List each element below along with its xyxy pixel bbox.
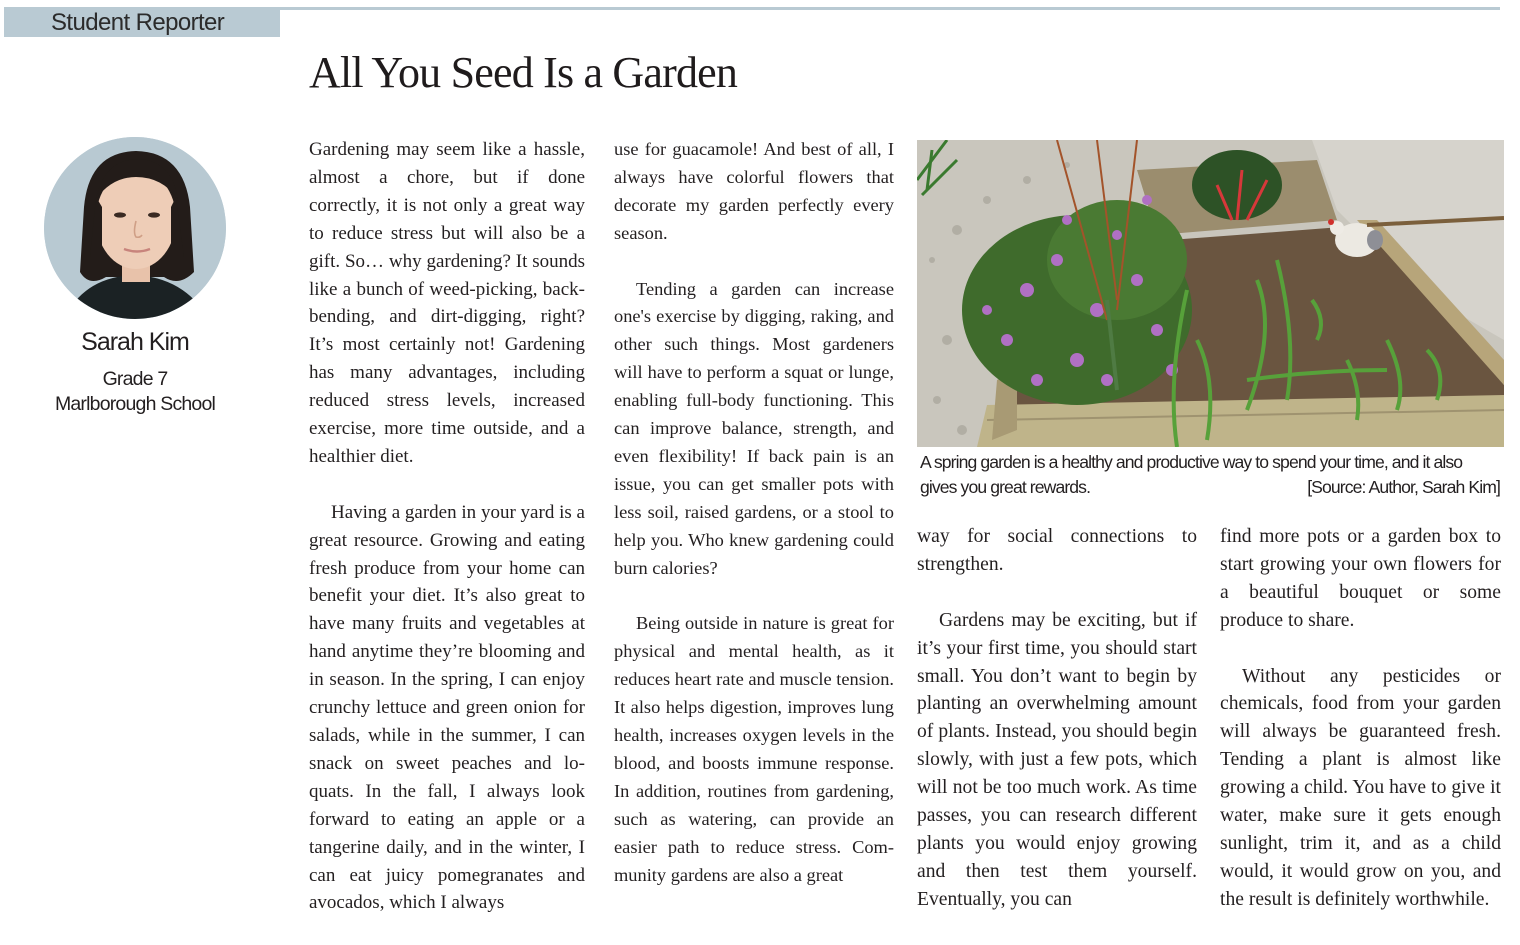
- article-column-1: [309, 136, 585, 917]
- section-label: Student Reporter: [4, 9, 280, 37]
- garden-photo: [917, 140, 1504, 447]
- photo-caption-block: [920, 450, 1500, 500]
- paragraph: Tending a garden can increase one's exercise by digging, raking, and other such things. Most gardeners will have to perform a squat or lunge, enabling full-body functioning. This can improve balance, strength, and even flexibility! If back pain is an issue, you can get smaller pots with less soil, raised gardens, or a stool to help you. Who knew gardening could burn calories?: [614, 278, 894, 578]
- paragraph: Being outside in nature is great for physical and mental health, as it reduces heart rate and muscle tension. It also helps digestion, improves lung health, increases oxygen levels in the blood, and boosts immune response. In addition, routines from gardening, such as watering, can provide an easier path to reduce stress. Community gardens are also a great: [614, 613, 894, 885]
- paragraph: Without any pesticides or chemicals, food from your garden will always be guaranteed fresh. Tending a plant is almost like growing a child. You have to give it water, make sure it gets enough sunlight, trim it, and as a child would, it would grow on you, and the result is definitely worthwhile.: [1220, 665, 1501, 910]
- author-grade: Grade 7: [102, 368, 168, 390]
- paragraph: way for social connections to strengthen.: [917, 526, 1197, 575]
- garden-photo-icon: [917, 140, 1504, 447]
- paragraph: Gardens may be exciting, but if it’s your first time, you should start small. You don’t want to begin by planting an overwhelming amount of plants. Instead, you should begin slowly, with just a few pots, which will not be too much work. As time passes, you can research different plants you would enjoy growing and then test them yourself. Eventually, you can: [917, 609, 1197, 910]
- paragraph: find more pots or a garden box to start growing your own flowers for a beautiful bouquet or some produce to share.: [1220, 526, 1501, 631]
- reporter-portrait-icon: [44, 137, 226, 319]
- paragraph: Gardening may seem like a hassle, almost a chore, but if done correctly, it is not only a great way to reduce stress but will also be a gift. So… why gardening? It sounds like a bunch of weed-picking, back-bending, and dirt-digging, right? It’s most certainly not! Gardening has many advantages, including reduced stress levels, increased exercise, more time outside, and a healthier diet.: [309, 139, 585, 467]
- author-avatar: [44, 137, 226, 319]
- article-title: All You Seed Is a Garden: [309, 48, 738, 97]
- paragraph: use for guacamole! And best of all, I always have colorful flowers that decorate my garden perfectly every season.: [614, 139, 894, 243]
- photo-caption: A spring garden is a healthy and productive way to spend your time, and it also gives you great rewards.: [920, 452, 1463, 497]
- author-school: Marlborough School: [54, 393, 216, 415]
- author-name: Sarah Kim: [81, 328, 189, 356]
- paragraph: Having a garden in your yard is a great resource. Growing and eating fresh produce from your home can benefit your diet. It’s also great to have many fruits and vegetables at hand anytime they’re blooming and in season. In the spring, I can enjoy crunchy lettuce and green onion for salads, while in the summer, I can snack on sweet peaches and loquats. In the fall, I always look forward to eating an apple or a tangerine daily, and in the winter, I can eat juicy pomegranates and avocados, which I always: [309, 501, 585, 914]
- article-column-4: [1220, 523, 1501, 914]
- article-column-2: [614, 136, 894, 889]
- article-column-3: [917, 523, 1197, 914]
- photo-source: [Source: Author, Sarah Kim]: [1307, 477, 1500, 497]
